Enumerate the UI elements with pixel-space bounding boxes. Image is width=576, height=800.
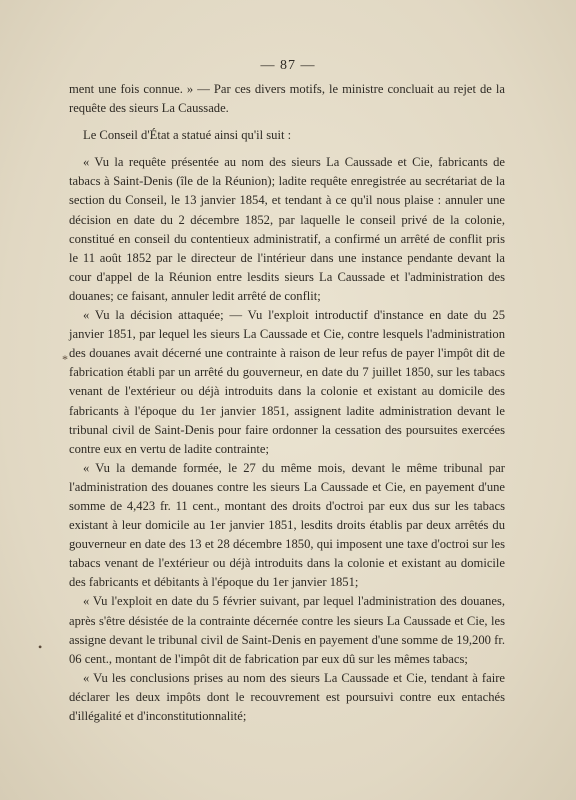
page-number: — 87 —: [260, 58, 316, 73]
paragraph-vu-exploit: « Vu l'exploit en date du 5 février suivant, par lequel l'administration des douanes, après s'être désistée de la contrainte décernée contre les sieurs La Caussade et Cie, les assigne devant le tribunal civil de Saint-Denis en payement d'une somme de 19,200 fr. 06 cent., montant de l'impôt dit de fabrication par eux dû sur les mêmes tabacs;: [69, 594, 505, 666]
page-body: [69, 80, 505, 726]
paragraph-vu-requete: « Vu la requête présentée au nom des sieurs La Caussade et Cie, fabricants de tabacs à Saint-Denis (île de la Réunion); ladite requête enregistrée au secrétariat de la section du Conseil, le 13 janvier 1854, et tendant à ce qu'il nous plaise : annuler une décision en date du 2 décembre 1852, par laquelle le conseil privé de la colonie, constitué en conseil du contentieux administratif, a confirmé un arrêté de conflit pris le 11 août 1852 par le directeur de l'intérieur dans une instance pendante devant la cour d'appel de la Réunion entre lesdits sieurs La Caussade et l'administration des douanes; ce faisant, annuler ledit arrêté de conflit;: [69, 155, 505, 303]
paragraph-vu-demande: « Vu la demande formée, le 27 du même mois, devant le même tribunal par l'administration des douanes contre les sieurs La Caussade et Cie, en payement d'une somme de 4,423 fr. 11 cent., montant des droits d'octroi par eux dus sur les tabacs existant à leur domicile au 1er janvier 1851, lesdits droits établis par deux arrêtés du gouverneur en date des 13 et 28 décembre 1850, qui imposent une taxe d'octroi sur les tabacs venant de l'extérieur ou déjà introduits dans la colonie et existant au domicile des fabricants et débitants à l'époque du 1er janvier 1851;: [69, 460, 505, 590]
paragraph-vu-decision: « Vu la décision attaquée; — Vu l'exploit introductif d'instance en date du 25 janvier 1851, par lequel les sieurs La Caussade et Cie, contre lesquels l'administration des douanes avait décerné une contrainte à raison de leur refus de payer l'impôt dit de fabrication établi par un arrêté du gouverneur, en date du 7 juillet 1850, sur les tabacs venant de l'extérieur ou déjà introduits dans la colonie et existant au domicile des fabricants à l'époque du 1er janvier 1851, assignent ladite administration devant le tribunal civil de Saint-Denis pour faire ordonner la cessation des poursuites exercées contre eux en vertu de ladite contrainte;: [69, 308, 505, 456]
margin-dot: •: [38, 640, 43, 654]
margin-asterisk: *: [62, 352, 68, 366]
paragraph-vu-conclusions: « Vu les conclusions prises au nom des sieurs La Caussade et Cie, tendant à faire déclarer les deux impôts dont le recouvrement est poursuivi contre eux entachés d'illégalité et d'inconstitutionnalité;: [69, 670, 505, 723]
paragraph-decision-intro: Le Conseil d'État a statué ainsi qu'il suit :: [83, 128, 292, 143]
paragraph-continuation: ment une fois connue. » — Par ces divers motifs, le ministre concluait au rejet de la requête des sieurs La Caussade.: [69, 82, 505, 116]
